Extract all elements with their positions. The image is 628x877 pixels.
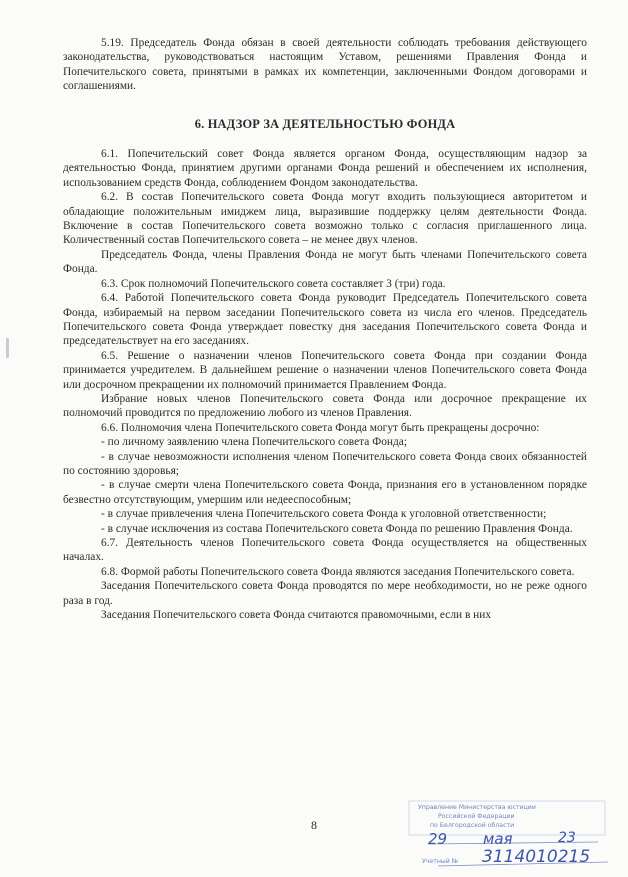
paragraph-6-6: 6.6. Полномочия члена Попечительского совета Фонда могут быть прекращены досрочно: (101, 421, 540, 434)
paragraph-6-5-note: Избрание новых членов Попечительского совета Фонда или досрочное прекращение их полномочий проводится по предложению любого из членов Правления. (63, 392, 587, 420)
list-item: - в случае смерти члена Попечительского совета Фонда, признания его в установленном порядке безвестно отсутствующим, умершим или недееспособным; (63, 479, 587, 506)
list-item: - в случае невозможности исполнения членом Попечительского совета Фонда своих обязанностей по состоянию здоровья; (63, 450, 587, 477)
document-page (63, 36, 587, 622)
stamp-line-3: по Белгородской области (430, 822, 515, 829)
paragraph-6-3: 6.3. Срок полномочий Попечительского совета составляет 3 (три) года. (101, 277, 446, 290)
list-item: - в случае привлечения члена Попечительского совета Фонда к уголовной ответственности; (101, 508, 547, 521)
paragraph-6-4: 6.4. Работой Попечительского совета Фонда руководит Председатель Попечительского совета Фонда, избираемый на первом заседании Попечительского совета из числа его членов. Председатель Попечительского совета Фонда утверждает повестку дня заседания Попечительского совета Фонда и председательствует на его заседаниях. (63, 292, 587, 348)
paragraph-6-1: 6.1. Попечительский совет Фонда является органом Фонда, осуществляющим надзор за деятельностью Фонда, принятием другими органами Фонда решений и обеспечением их исполнения, использованием средств Фонда, соблюдением Фондом законодательства. (63, 148, 587, 189)
paragraph-6-8-note: Заседания Попечительского совета Фонда проводятся по мере необходимости, но не реже одного раза в год. (63, 580, 587, 607)
paragraph-6-8: 6.8. Формой работы Попечительского совета Фонда являются заседания Попечительского совета. (101, 565, 575, 578)
stamp-reg-label: Учетный № (422, 858, 459, 865)
stamp-line-2: Российской Федерации (438, 813, 515, 820)
stamp-date-year: 23 (558, 830, 576, 846)
paragraph-6-2-note: Председатель Фонда, члены Правления Фонда не могут быть членами Попечительского совета Фонда. (63, 248, 587, 276)
stamp-date-day: 29 (428, 830, 448, 848)
paragraph-6-7: 6.7. Деятельность членов Попечительского совета Фонда осуществляется на общественных началах. (63, 537, 587, 564)
paragraph-6-8-quorum: Заседания Попечительского совета Фонда считаются правомочными, если в них (101, 609, 492, 622)
paragraph-6-5: 6.5. Решение о назначении членов Попечительского совета Фонда при создании Фонда принимается учредителем. В дальнейшем решение о назначении членов Попечительского совета Фонда или досрочном прекращении их полномочий принимается Правлением Фонда. (63, 349, 587, 391)
page-number: 8 (311, 818, 317, 832)
paragraph-5-19: 5.19. Председатель Фонда обязан в своей деятельности соблюдать требования действующего законодательства, руководствоваться настоящим Уставом, решениями Правления Фонда и Попечительского совета, принятыми в рамках их компетенции, заключенными Фондом договорами и соглашениями. (63, 37, 587, 93)
registration-stamp (408, 800, 623, 872)
stamp-reg-number: 3114010215 (482, 847, 591, 867)
stamp-line-1: Управление Министерства юстиции (418, 804, 536, 811)
scan-edge-mark (6, 338, 9, 358)
paragraph-6-2: 6.2. В состав Попечительского совета Фонда могут входить пользующиеся авторитетом и обладающие положительным имиджем лица, выразившие поддержку целям деятельности Фонда. Включение в состав Попечительского совета возможно только с согласия приглашенного лица. Количественный состав Попечительского совета – не менее двух членов. (63, 191, 587, 247)
stamp-date-month: мая (483, 830, 513, 848)
section-heading: 6. НАДЗОР ЗА ДЕЯТЕЛЬНОСТЬЮ ФОНДА (194, 116, 456, 131)
list-item: - в случае исключения из состава Попечительского совета Фонда по решению Правления Фонда. (101, 522, 573, 535)
list-item: - по личному заявлению члена Попечительского совета Фонда; (101, 436, 407, 449)
